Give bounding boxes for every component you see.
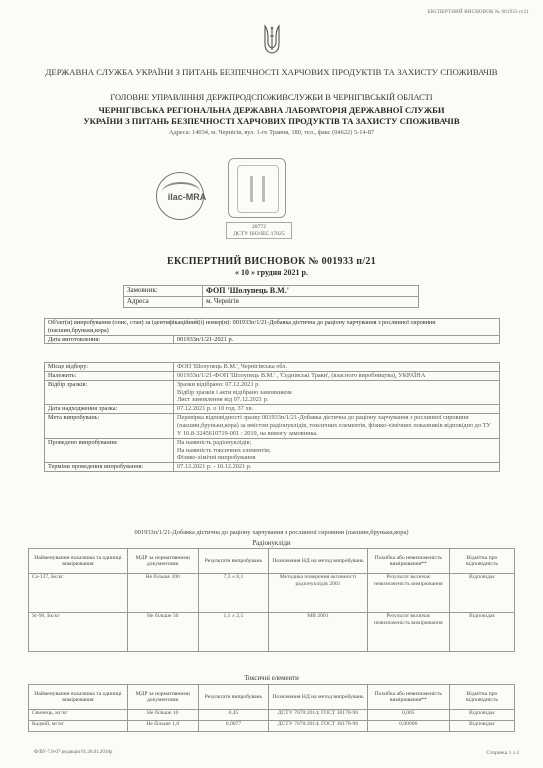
section-toxic-title: Токсичні елементи [244, 675, 299, 682]
results-cell: Sr-90, Бк/кг [29, 613, 128, 652]
details-label: Місце відбору: [45, 363, 174, 372]
details-row [45, 363, 500, 372]
results-cell: Відповідає [449, 710, 514, 721]
results-column-header: МДР за нормативними документами [127, 549, 198, 574]
results-cell: 0,00006 [367, 721, 449, 732]
results-header-row [29, 549, 515, 574]
agency-name: ДЕРЖАВНА СЛУЖБА УКРАЇНИ З ПИТАНЬ БЕЗПЕЧНОСТІ ХАРЧОВИХ ПРОДУКТІВ ТА ЗАХИСТУ СПОЖИВАЧІВ [45, 67, 498, 77]
details-row [45, 380, 500, 405]
results-row [29, 613, 515, 652]
results-cell: Результат включає невизначеність вимірювання [367, 574, 449, 613]
form-code: Ф/ВУ-7.8-07 редакція 01.26.01.2018р [34, 750, 113, 755]
results-row [29, 574, 515, 613]
results-cell: 0,005 [367, 710, 449, 721]
document-title: ЕКСПЕРТНИЙ ВИСНОВОК № 001933 п/21 [167, 256, 376, 267]
laboratory-address: Адреса: 14034, м. Чернігів, вул. 1-го Травня, 180, тел., факс (04622) 5-14-87 [168, 129, 375, 136]
customer-value: ФОП 'Шолупець В.М.' [203, 286, 419, 297]
object-table [44, 318, 500, 344]
results-cell: Свинець, мг/кг [29, 710, 128, 721]
details-row [45, 371, 500, 380]
results-column-header: Похибка або невизначеність вимірювання** [367, 549, 449, 574]
section-radionuclides-title: Радіонукліди [252, 540, 291, 547]
laboratory-name-2: УКРАЇНИ З ПИТАНЬ БЕЗПЕЧНОСТІ ХАРЧОВИХ ПРОДУКТІВ ТА ЗАХИСТУ СПОЖИВАЧІВ [83, 116, 460, 126]
results-column-header: Відмітка про відповідність [449, 549, 514, 574]
results-row [29, 710, 515, 721]
results-column-header: Найменування показника та одиниці вимірювання [29, 685, 128, 710]
results-cell: 0,45 [198, 710, 269, 721]
details-value: 07.12.2021 р. - 10.12.2021 р. [174, 463, 500, 472]
document-date: « 10 » грудня 2021 р. [235, 268, 308, 277]
details-row [45, 405, 500, 414]
department-name: ГОЛОВНЕ УПРАВЛІННЯ ДЕРЖПРОДСПОЖИВСЛУЖБИ В ЧЕРНІГІВСЬКІЙ ОБЛАСТІ [110, 93, 433, 102]
accreditation-logo [228, 158, 286, 218]
results-cell: 0,0077 [198, 721, 269, 732]
page-number: Сторінка 1 з 2 [486, 750, 519, 756]
results-cell: ДСТУ 7670:2014; ГОСТ 30178-96 [269, 710, 367, 721]
results-cell: Не більше 10 [127, 710, 198, 721]
details-label: Мета випробувань: [45, 414, 174, 439]
results-column-header: Позначення НД на метод випробувань [269, 685, 367, 710]
results-cell: МВ 2001 [269, 613, 368, 652]
details-table [44, 362, 500, 472]
results-column-header: Похибка або невизначеність вимірювання** [367, 685, 449, 710]
manufacture-date-label: Дата виготовлення: [45, 335, 174, 344]
results-cell: Cs-137, Бк/кг [29, 574, 128, 613]
results-column-header: Позначення НД на метод випробувань [269, 549, 368, 574]
results-cell: Результат включає невизначеність вимірювання [367, 613, 449, 652]
results-column-header: Відмітка про відповідність [449, 685, 514, 710]
coat-of-arms-icon [264, 24, 280, 54]
laboratory-name-1: ЧЕРНІГІВСЬКА РЕГІОНАЛЬНА ДЕРЖАВНА ЛАБОРАТОРІЯ ДЕРЖАВНОЇ СЛУЖБИ [98, 105, 445, 115]
results-cell: Методика поверення активності радіонуклідів 2001 [269, 574, 368, 613]
accreditation-mark-icon [237, 165, 279, 213]
details-row [45, 438, 500, 463]
results-cell: 7,3 ± 8,1 [198, 574, 269, 613]
ilac-mra-logo [148, 172, 226, 228]
details-row [45, 414, 500, 439]
manufacture-date-value: 001933п/1/21-2021 р. [174, 335, 500, 344]
product-line: 001933п/1/21-Добавка дієтична до раціону харчування з рослинної сировини (паєшин,бруньки,кора) [134, 529, 409, 536]
details-value: Перевірка відповідності зразку 001933п/1/21-Добавка дієтична до раціону харчування з рослинної сировини (паєшин,бруньки,кора) за вмістом радіонуклідів, токсичних елементів, фізико-хімічних показників відповідно до ТУ У 10.8-3245610719-001 : 2019, на вимогу замовника. [174, 414, 500, 439]
details-value: Зразки відібрано: 07.12.2021 р. Відбір зразків і акти відібрано замовником Лист замовлення від 07.12.2021 р. [174, 380, 500, 405]
results-cell: Відповідає [449, 613, 514, 652]
results-column-header: Найменування показника та одиниці вимірювання [29, 549, 128, 574]
results-cell: Не більше 200 [127, 574, 198, 613]
details-value: 07.12.2021 р. о 10 год. 37 хв. [174, 405, 500, 414]
results-cell: Відповідає [449, 574, 514, 613]
customer-label: Замовник: [124, 286, 203, 297]
results-row [29, 721, 515, 732]
address-value: м. Чернігів [203, 297, 419, 308]
results-column-header: Результати випробувань [198, 549, 269, 574]
toxic-elements-table [28, 684, 515, 732]
details-label: Дата надходження зразка: [45, 405, 174, 414]
customer-table [123, 285, 419, 308]
details-value: На наявність радіонуклідів; На наявність токсичних елементів; Фізико-хімічні випробування [174, 438, 500, 463]
results-header-row [29, 685, 515, 710]
results-cell: Не більше 50 [127, 613, 198, 652]
object-description: Об'єкт(и) випробування (опис, стан) за ідентифікаційний(і) номер(и): 001933п/1/21-Добавка дієтична до раціону харчування з рослинної сировини (паєшин,бруньки,кора) [45, 319, 500, 336]
details-value: 001933п/1/21-ФОП 'Шолупець В.М.' , 'Седнівські Трави', (власного виробництва), УКРАЇНА [174, 371, 500, 380]
results-column-header: Результати випробувань [198, 685, 269, 710]
accreditation-number: 20772 ДСТУ ISO/IEC 17025 [226, 222, 292, 239]
details-row [45, 463, 500, 472]
results-cell: 1,1 ± 2,5 [198, 613, 269, 652]
results-cell: Не більше 1,0 [127, 721, 198, 732]
radionuclides-table [28, 548, 515, 652]
results-cell: ДСТУ 7670:2014; ГОСТ 30178-96 [269, 721, 367, 732]
details-label: Належить: [45, 371, 174, 380]
details-label: Терміни проведення випробування: [45, 463, 174, 472]
details-label: Проведено випробування: [45, 438, 174, 463]
ilac-label: ilac-MRA [167, 192, 207, 202]
header-reference: ЕКСПЕРТНИЙ ВИСНОВОК № 001933 п/21 [427, 10, 529, 15]
results-cell: Кадмій, мг/кг [29, 721, 128, 732]
results-cell: Відповідає [449, 721, 514, 732]
address-label: Адреса [124, 297, 203, 308]
details-label: Відбір зразків: [45, 380, 174, 405]
details-value: ФОП 'Шолупець В.М.', Чернігівська обл. [174, 363, 500, 372]
results-column-header: МДР за нормативними документами [127, 685, 198, 710]
